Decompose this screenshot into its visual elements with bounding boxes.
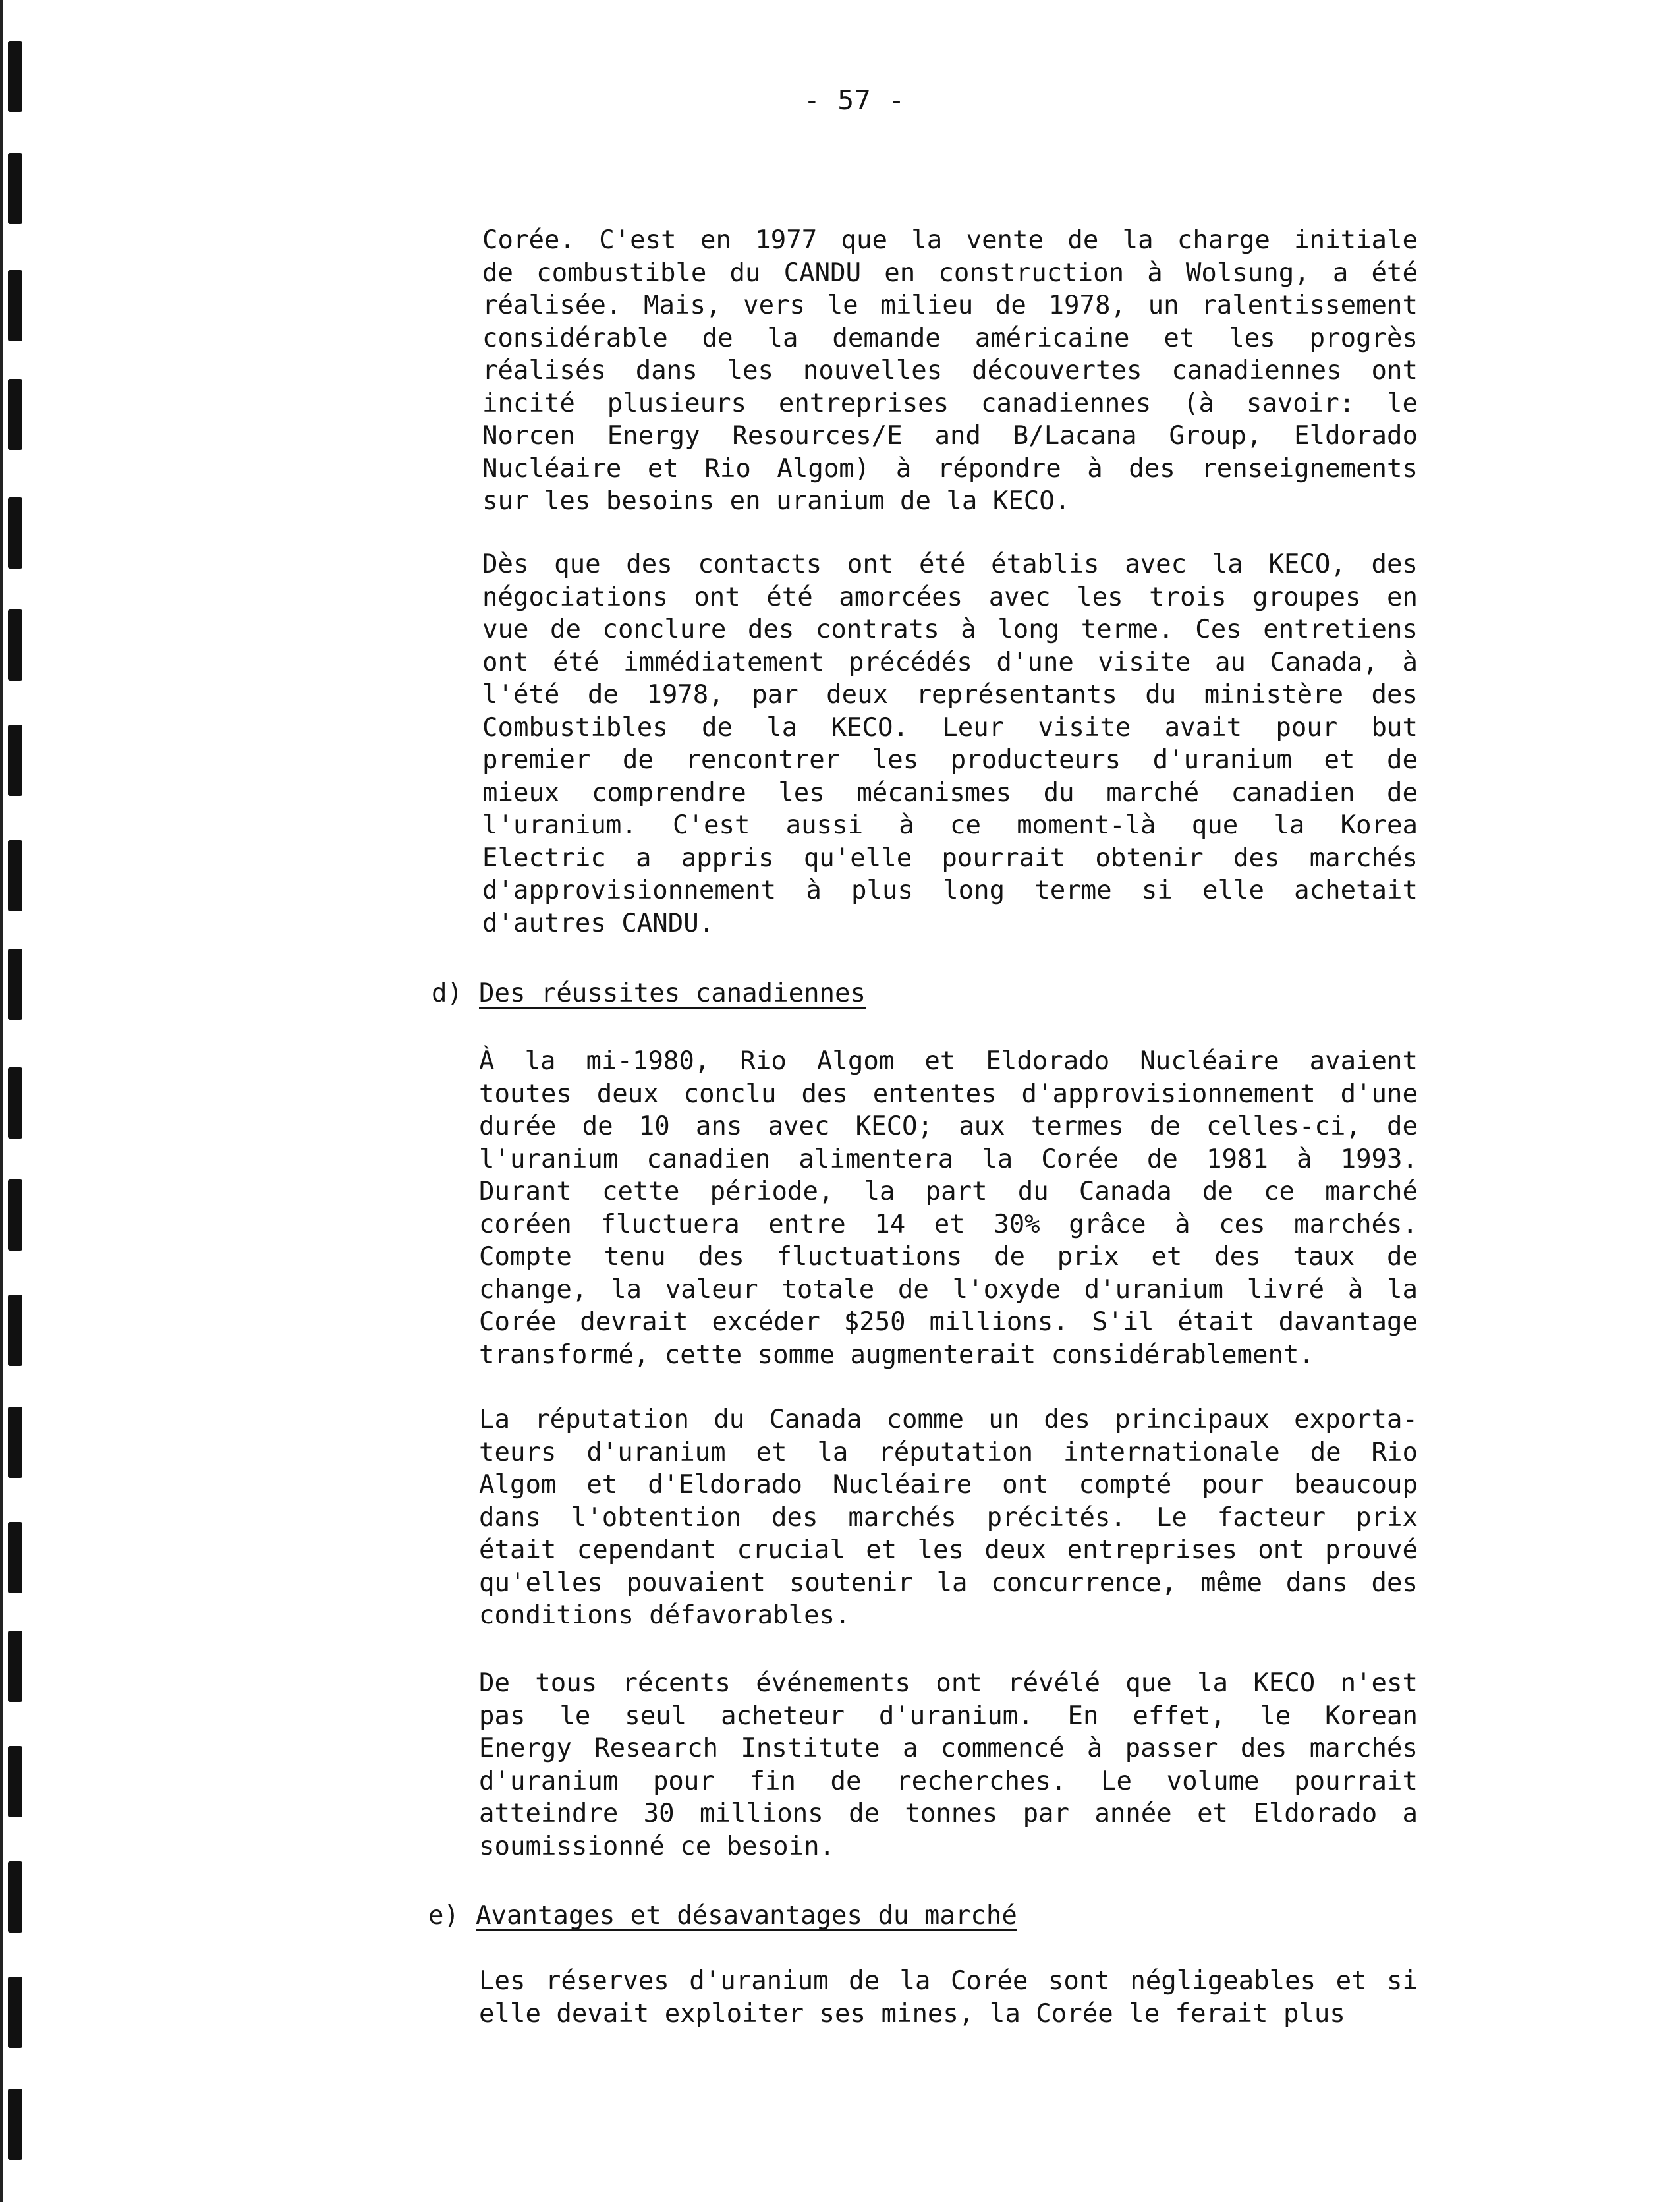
text-line: Durant cette période, la part du Canada de ce marché [479,1177,1418,1206]
text-line: coréen fluctuera entre 14 et 30% grâce à ces marchés. [479,1209,1418,1239]
text-line: Norcen Energy Resources/E and B/Lacana Group, Eldorado [482,421,1418,451]
text-line: réalisée. Mais, vers le milieu de 1978, un ralentissement [482,291,1418,320]
binding-mark [8,1179,22,1251]
text-line: change, la valeur totale de l'oxyde d'uranium livré à la [479,1274,1418,1305]
binding-mark [8,1522,22,1593]
text-line: négociations ont été amorcées avec les trois groupes en [482,582,1418,612]
text-line: De tous récents événements ont révélé que la KECO n'est [479,1668,1418,1698]
section-marker: e) [428,1901,459,1931]
text-line: de combustible du CANDU en construction à Wolsung, a été [482,258,1418,288]
text-line: Corée. C'est en 1977 que la vente de la charge initiale [482,225,1418,255]
text-line: pas le seul acheteur d'uranium. En effet, le Korean [479,1701,1418,1731]
text-line: l'été de 1978, par deux représentants du ministère des [482,680,1418,710]
text-line: l'uranium canadien alimentera la Corée de 1981 à 1993. [479,1144,1418,1174]
binding-mark [8,1631,22,1702]
binding-mark [8,1746,22,1817]
binding-mark [8,1861,22,1933]
section-marker: d) [432,978,462,1008]
binding-mark [8,1977,22,2048]
text-line: Corée devrait excéder $250 millions. S'il était davantage [479,1307,1418,1337]
binding-mark [8,497,22,569]
text-line: d'autres CANDU. [482,908,715,938]
binding-mark [8,725,22,796]
text-line: durée de 10 ans avec KECO; aux termes de celles-ci, de [479,1112,1418,1141]
binding-mark [8,1407,22,1478]
text-line: atteindre 30 millions de tonnes par année et Eldorado a [479,1799,1418,1828]
binding-mark [8,270,22,341]
text-line: qu'elles pouvaient soutenir la concurrence, même dans des [479,1567,1418,1598]
text-line: elle devait exploiter ses mines, la Corée le ferait plus [479,1998,1345,2029]
binding-mark [8,609,22,681]
text-line: conditions défavorables. [479,1600,851,1630]
paragraph-3 [479,1045,1418,1371]
text-line: d'uranium pour fin de recherches. Le volume pourrait [479,1766,1418,1796]
text-line: Dès que des contacts ont été établis avec la KECO, des [482,550,1418,579]
text-line: vue de conclure des contrats à long terme. Ces entretiens [482,615,1418,644]
text-line: transformé, cette somme augmenterait considérablement. [479,1340,1314,1370]
text-line: La réputation du Canada comme un des principaux exporta- [479,1405,1418,1434]
paragraph-5 [479,1667,1418,1863]
text-line: était cependant crucial et les deux entreprises ont prouvé [479,1535,1418,1565]
section-heading-e [428,1900,1017,1933]
text-line: Combustibles de la KECO. Leur visite avait pour but [482,712,1418,743]
text-line: incité plusieurs entreprises canadiennes (à savoir: le [482,388,1418,418]
paragraph-2 [482,548,1418,940]
section-heading-d [432,977,866,1010]
binding-mark [8,1067,22,1139]
binding-mark [8,153,22,224]
text-line: Nucléaire et Rio Algom) à répondre à des renseignements [482,453,1418,484]
binding-mark [8,41,22,112]
binding-mark [8,949,22,1020]
text-line: mieux comprendre les mécanismes du marché canadien de [482,777,1418,808]
text-line: ont été immédiatement précédés d'une visite au Canada, à [482,647,1418,677]
text-line: l'uranium. C'est aussi à ce moment-là que la Korea [482,810,1418,840]
text-line: À la mi-1980, Rio Algom et Eldorado Nucléaire avaient [479,1046,1418,1076]
text-line: d'approvisionnement à plus long terme si elle achetait [482,876,1418,905]
text-line: Algom et d'Eldorado Nucléaire ont compté pour beaucoup [479,1470,1418,1500]
page-number: - 57 - [804,84,906,116]
text-line: dans l'obtention des marchés précités. Le facteur prix [479,1502,1418,1533]
text-line: réalisés dans les nouvelles découvertes canadiennes ont [482,356,1418,385]
text-line: sur les besoins en uranium de la KECO. [482,486,1071,516]
paragraph-4 [479,1403,1418,1632]
binding-edge [0,0,3,2202]
binding-mark [8,1295,22,1366]
text-line: Les réserves d'uranium de la Corée sont négligeables et si [479,1966,1418,1996]
text-line: Electric a appris qu'elle pourrait obtenir des marchés [482,843,1418,873]
binding-mark [8,2089,22,2160]
text-line: Energy Research Institute a commencé à passer des marchés [479,1734,1418,1763]
text-line: toutes deux conclu des ententes d'approvisionnement d'une [479,1079,1418,1109]
binding-mark [8,840,22,911]
text-line: premier de rencontrer les producteurs d'uranium et de [482,745,1418,775]
text-line: considérable de la demande américaine et les progrès [482,323,1418,353]
section-title: Des réussites canadiennes [479,978,866,1008]
text-line: Compte tenu des fluctuations de prix et des taux de [479,1242,1418,1272]
text-line: teurs d'uranium et la réputation internationale de Rio [479,1437,1418,1467]
paragraph-6 [479,1965,1418,2030]
text-line: soumissionné ce besoin. [479,1831,835,1861]
section-title: Avantages et désavantages du marché [476,1901,1017,1931]
paragraph-1 [482,224,1418,518]
binding-mark [8,379,22,450]
